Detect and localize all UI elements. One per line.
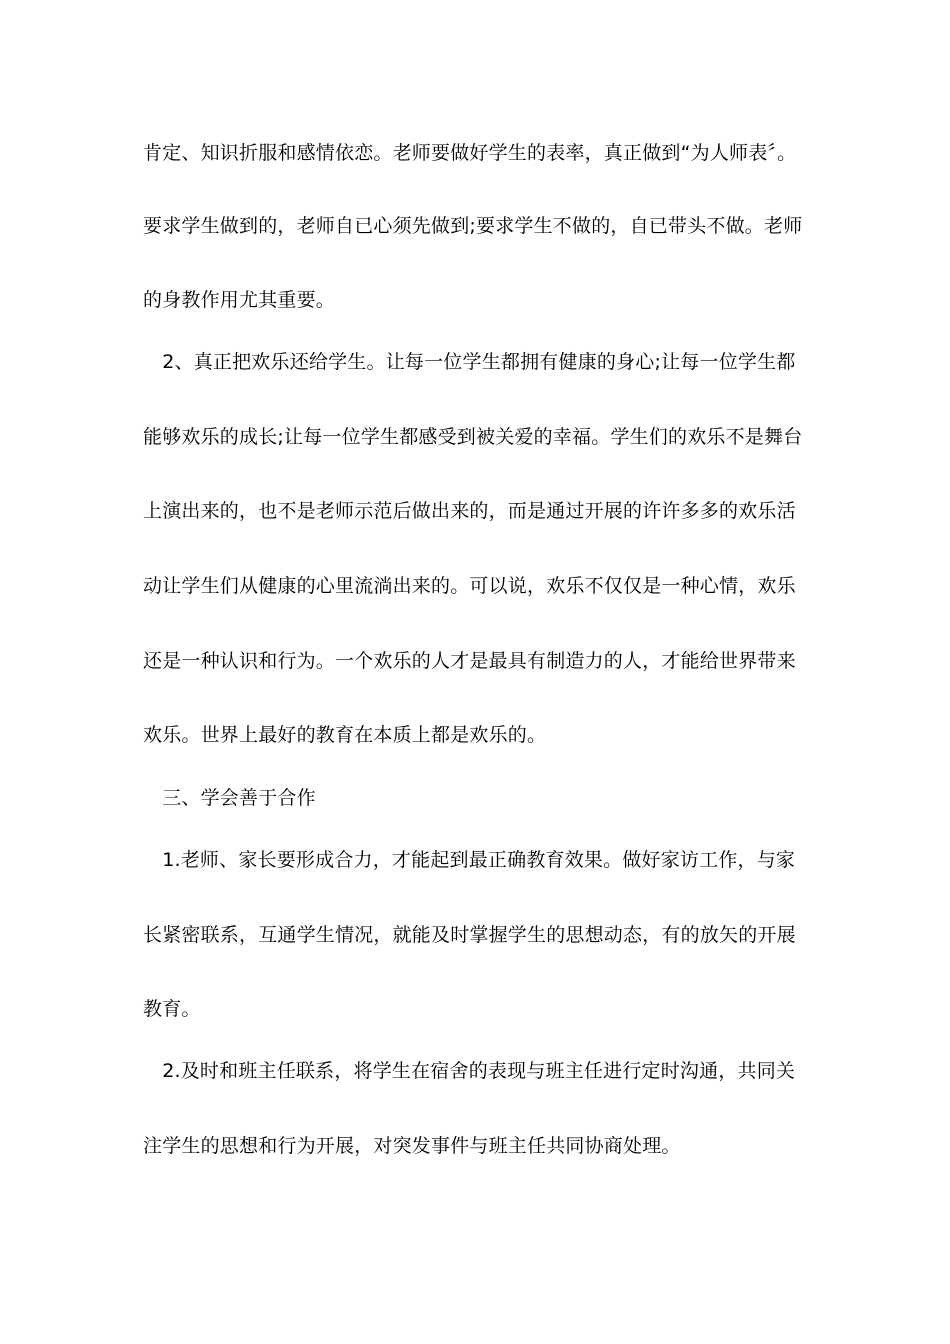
paragraph-line: 教育。 (143, 998, 201, 1020)
paragraph-line: 要求学生做到的，老师自已心须先做到;要求学生不做的，自已带头不做。老师 (143, 215, 803, 237)
paragraph-line: 2、真正把欢乐还给学生。让每一位学生都拥有健康的身心;让每一位学生都 (143, 351, 796, 373)
paragraph-line: 欢乐。世界上最好的教育在本质上都是欢乐的。 (143, 724, 547, 746)
paragraph-line: 注学生的思想和行为开展，对突发事件与班主任共同协商处理。 (143, 1135, 681, 1157)
paragraph-line: 的身教作用尤其重要。 (143, 289, 336, 311)
paragraph-line: 长紧密联系，互通学生情况，就能及时掌握学生的思想动态，有的放矢的开展 (143, 924, 796, 946)
paragraph-line: 还是一种认识和行为。一个欢乐的人才是最具有制造力的人，才能给世界带来 (143, 650, 796, 672)
paragraph-line: 能够欢乐的成长;让每一位学生都感受到被关爱的幸福。学生们的欢乐不是舞台 (143, 426, 803, 448)
paragraph-line: 1.老师、家长要形成合力，才能起到最正确教育效果。做好家访工作，与家 (143, 849, 796, 871)
paragraph-line: 肯定、知识折服和感情依恋。老师要做好学生的表率，真正做到“为人师表〞。 (143, 142, 797, 164)
paragraph-line: 上演出来的，也不是老师示范后做出来的，而是通过开展的许许多多的欢乐活 (143, 500, 796, 522)
paragraph-line: 动让学生们从健康的心里流淌出来的。可以说，欢乐不仅仅是一种心情，欢乐 (143, 575, 796, 597)
section-heading: 三、学会善于合作 (143, 787, 316, 809)
paragraph-line: 2.及时和班主任联系，将学生在宿舍的表现与班主任进行定时沟通，共同关 (143, 1060, 796, 1082)
